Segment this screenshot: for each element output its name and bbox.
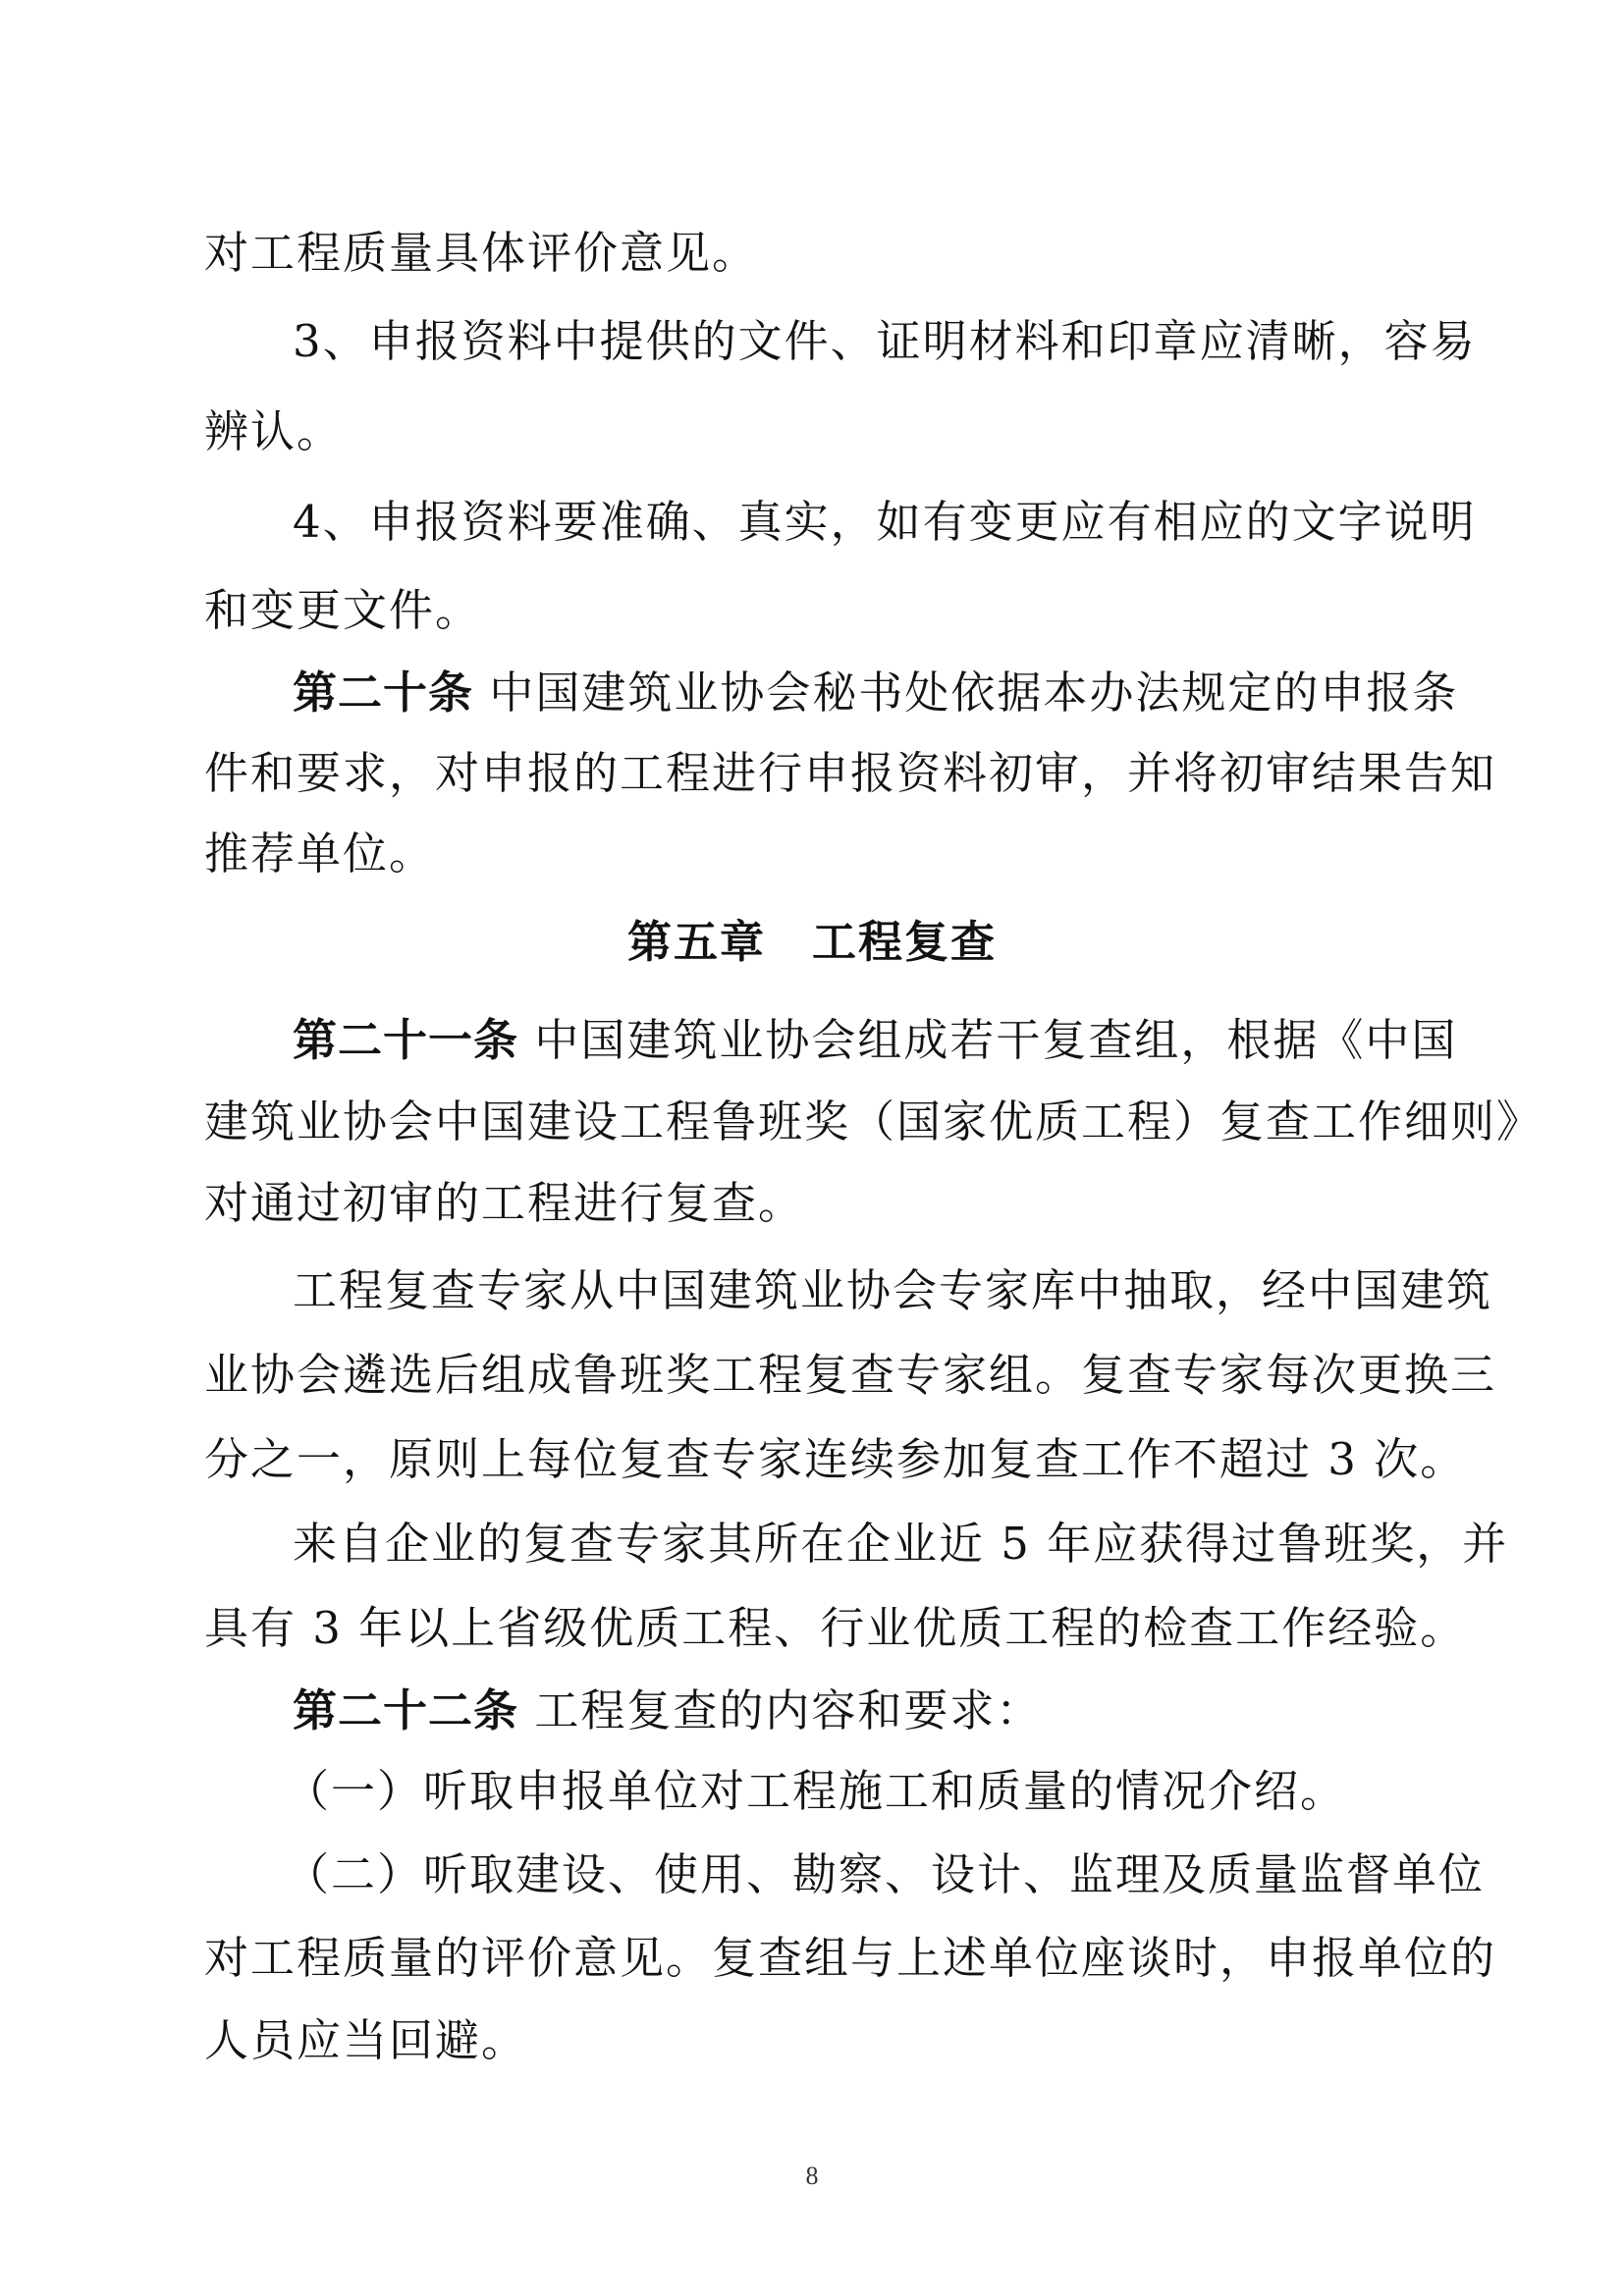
body-line: 件和要求，对申报的工程进行申报资料初审，并将初审结果告知 <box>204 747 1497 799</box>
body-line: 人员应当回避。 <box>204 2014 528 2066</box>
chapter-heading: 第五章 工程复查 <box>626 916 997 968</box>
article-21-first-line <box>293 1011 1457 1070</box>
list-item: （一）听取申报单位对工程施工和质量的情况介绍。 <box>285 1765 1347 1817</box>
article-21-label: 第二十一条 <box>293 1014 519 1066</box>
article-22-label: 第二十二条 <box>293 1684 519 1736</box>
article-21-text: 中国建筑业协会组成若干复查组，根据《中国 <box>518 1014 1458 1066</box>
body-line: 对通过初审的工程进行复查。 <box>204 1177 805 1229</box>
article-20-text: 中国建筑业协会秘书处依据本办法规定的申报条 <box>473 667 1459 719</box>
article-20-label: 第二十条 <box>293 667 474 719</box>
body-line: 分之一，原则上每位复查专家连续参加复查工作不超过 3 次。 <box>204 1433 1467 1485</box>
body-line: 工程复查专家从中国建筑业协会专家库中抽取，经中国建筑 <box>293 1264 1493 1316</box>
body-line: 具有 3 年以上省级优质工程、行业优质工程的检查工作经验。 <box>204 1602 1467 1654</box>
body-line: 和变更文件。 <box>204 584 482 636</box>
body-line: 辨认。 <box>204 405 344 457</box>
body-line: 对工程质量具体评价意见。 <box>204 227 759 279</box>
body-line: 3、申报资料中提供的文件、证明材料和印章应清晰，容易 <box>293 315 1477 367</box>
article-22-line <box>293 1682 1042 1740</box>
body-line: 推荐单位。 <box>204 828 436 880</box>
list-item: （二）听取建设、使用、勘察、设计、监理及质量监督单位 <box>285 1848 1486 1900</box>
body-line: 4、申报资料要准确、真实，如有变更应有相应的文字说明 <box>293 496 1477 548</box>
article-22-text: 工程复查的内容和要求： <box>518 1684 1043 1736</box>
body-line: 来自企业的复查专家其所在企业近 5 年应获得过鲁班奖，并 <box>293 1518 1509 1570</box>
body-line: 建筑业协会中国建设工程鲁班奖（国家优质工程）复查工作细则》 <box>204 1095 1543 1148</box>
article-20-first-line <box>293 664 1458 722</box>
page-number: 8 <box>805 2162 819 2190</box>
body-line: 对工程质量的评价意见。复查组与上述单位座谈时，申报单位的 <box>204 1932 1497 1984</box>
body-line: 业协会遴选后组成鲁班奖工程复查专家组。复查专家每次更换三 <box>204 1349 1497 1401</box>
